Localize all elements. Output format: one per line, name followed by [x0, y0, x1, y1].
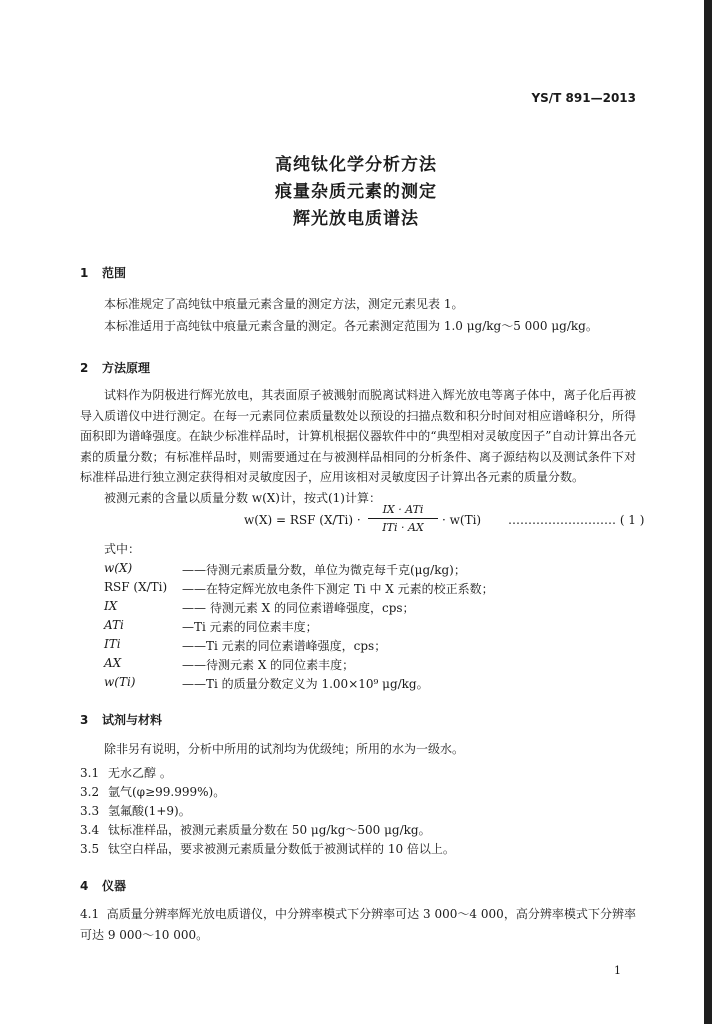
def-text: ——待测元素质量分数，单位为微克每千克(μg/kg)；	[182, 563, 466, 577]
def-text: ——待测元素 X 的同位素丰度；	[182, 658, 355, 672]
title-line-1: 高纯钛化学分析方法	[275, 155, 437, 175]
list-item: 3.3 氢氟酸(1+9)。	[80, 804, 191, 818]
section-2-para-1: 试料作为阴极进行辉光放电，其表面原子被溅射而脱离试料进入辉光放电等离子体中，离子化后再被导入质谱仪中进行测定。在每一元素同位素质量数处以预设的扫描点数和积分时间对相应谱峰积分，所得面积即为谱峰强度。在缺少标准样品时，计算机根据仪器软件中的“典型相对灵敏度因子”自动计算出各元素的质量分数；有标准样品时，则需要通过在与被测样品相同的分析条件、离子源结构以及测试条件下对标准样品进行独立测定获得相对灵敏度因子，应用该相对灵敏度因子计算出各元素的质量分数。	[80, 388, 636, 484]
list-item: 3.2 氩气(φ≥99.999%)。	[80, 785, 226, 799]
formula-numerator: IX · ATi	[368, 503, 438, 519]
section-2-para-2: 被测元素的含量以质量分数 w(X)计，按式(1)计算：	[104, 491, 381, 505]
where-label: 式中：	[104, 542, 141, 556]
def-text: ——Ti 的质量分数定义为 1.00×10⁹ μg/kg。	[182, 677, 429, 691]
title-line-3: 辉光放电质谱法	[293, 209, 419, 229]
list-item: 3.5 钛空白样品，要求被测元素质量分数低于被测试样的 10 倍以上。	[80, 842, 455, 856]
title-line-2: 痕量杂质元素的测定	[275, 182, 437, 202]
section-3-heading: 3 试剂与材料	[80, 713, 163, 727]
formula-lhs: w(X) = RSF (X/Ti) ·	[244, 513, 361, 527]
formula-number: ……………………… ( 1 )	[508, 513, 645, 527]
def-text: ——Ti 元素的同位素谱峰强度，cps；	[182, 639, 387, 653]
list-item: 3.1 无水乙醇 。	[80, 766, 172, 780]
section-2-heading: 2 方法原理	[80, 361, 151, 375]
def-symbol: IX	[104, 599, 118, 613]
def-text: ——在特定辉光放电条件下测定 Ti 中 X 元素的校正系数；	[182, 582, 494, 596]
section-1-para-2: 本标准适用于高纯钛中痕量元素含量的测定。各元素测定范围为 1.0 μg/kg～5 000 μg/kg。	[104, 319, 598, 333]
standard-code: YS/T 891—2013	[531, 91, 636, 105]
def-text: —Ti 元素的同位素丰度；	[182, 620, 318, 634]
def-symbol: w(X)	[104, 561, 133, 575]
def-text: —— 待测元素 X 的同位素谱峰强度，cps；	[182, 601, 415, 615]
list-item: 3.4 钛标准样品，被测元素质量分数在 50 μg/kg～500 μg/kg。	[80, 823, 431, 837]
section-4-heading: 4 仪器	[80, 879, 127, 893]
def-symbol: ITi	[104, 637, 121, 651]
page-number: 1	[614, 964, 621, 977]
section-4-item-1: 4.1 高质量分辨率辉光放电质谱仪，中分辨率模式下分辨率可达 3 000～4 000，高分辨率模式下分辨率可达 9 000～10 000。	[80, 907, 636, 942]
section-3-para-1: 除非另有说明，分析中所用的试剂均为优级纯；所用的水为一级水。	[104, 742, 465, 756]
def-symbol: ATi	[104, 618, 124, 632]
section-1-heading: 1 范围	[80, 266, 127, 280]
formula-rhs: · w(Ti)	[442, 513, 482, 527]
section-1-para-1: 本标准规定了高纯钛中痕量元素含量的测定方法，测定元素见表 1。	[104, 297, 464, 311]
formula-fraction	[368, 503, 438, 534]
formula-denominator: ITi · AX	[382, 521, 424, 534]
def-symbol: AX	[104, 656, 122, 670]
def-symbol: RSF (X/Ti)	[104, 580, 168, 594]
def-symbol: w(Ti)	[104, 675, 136, 689]
